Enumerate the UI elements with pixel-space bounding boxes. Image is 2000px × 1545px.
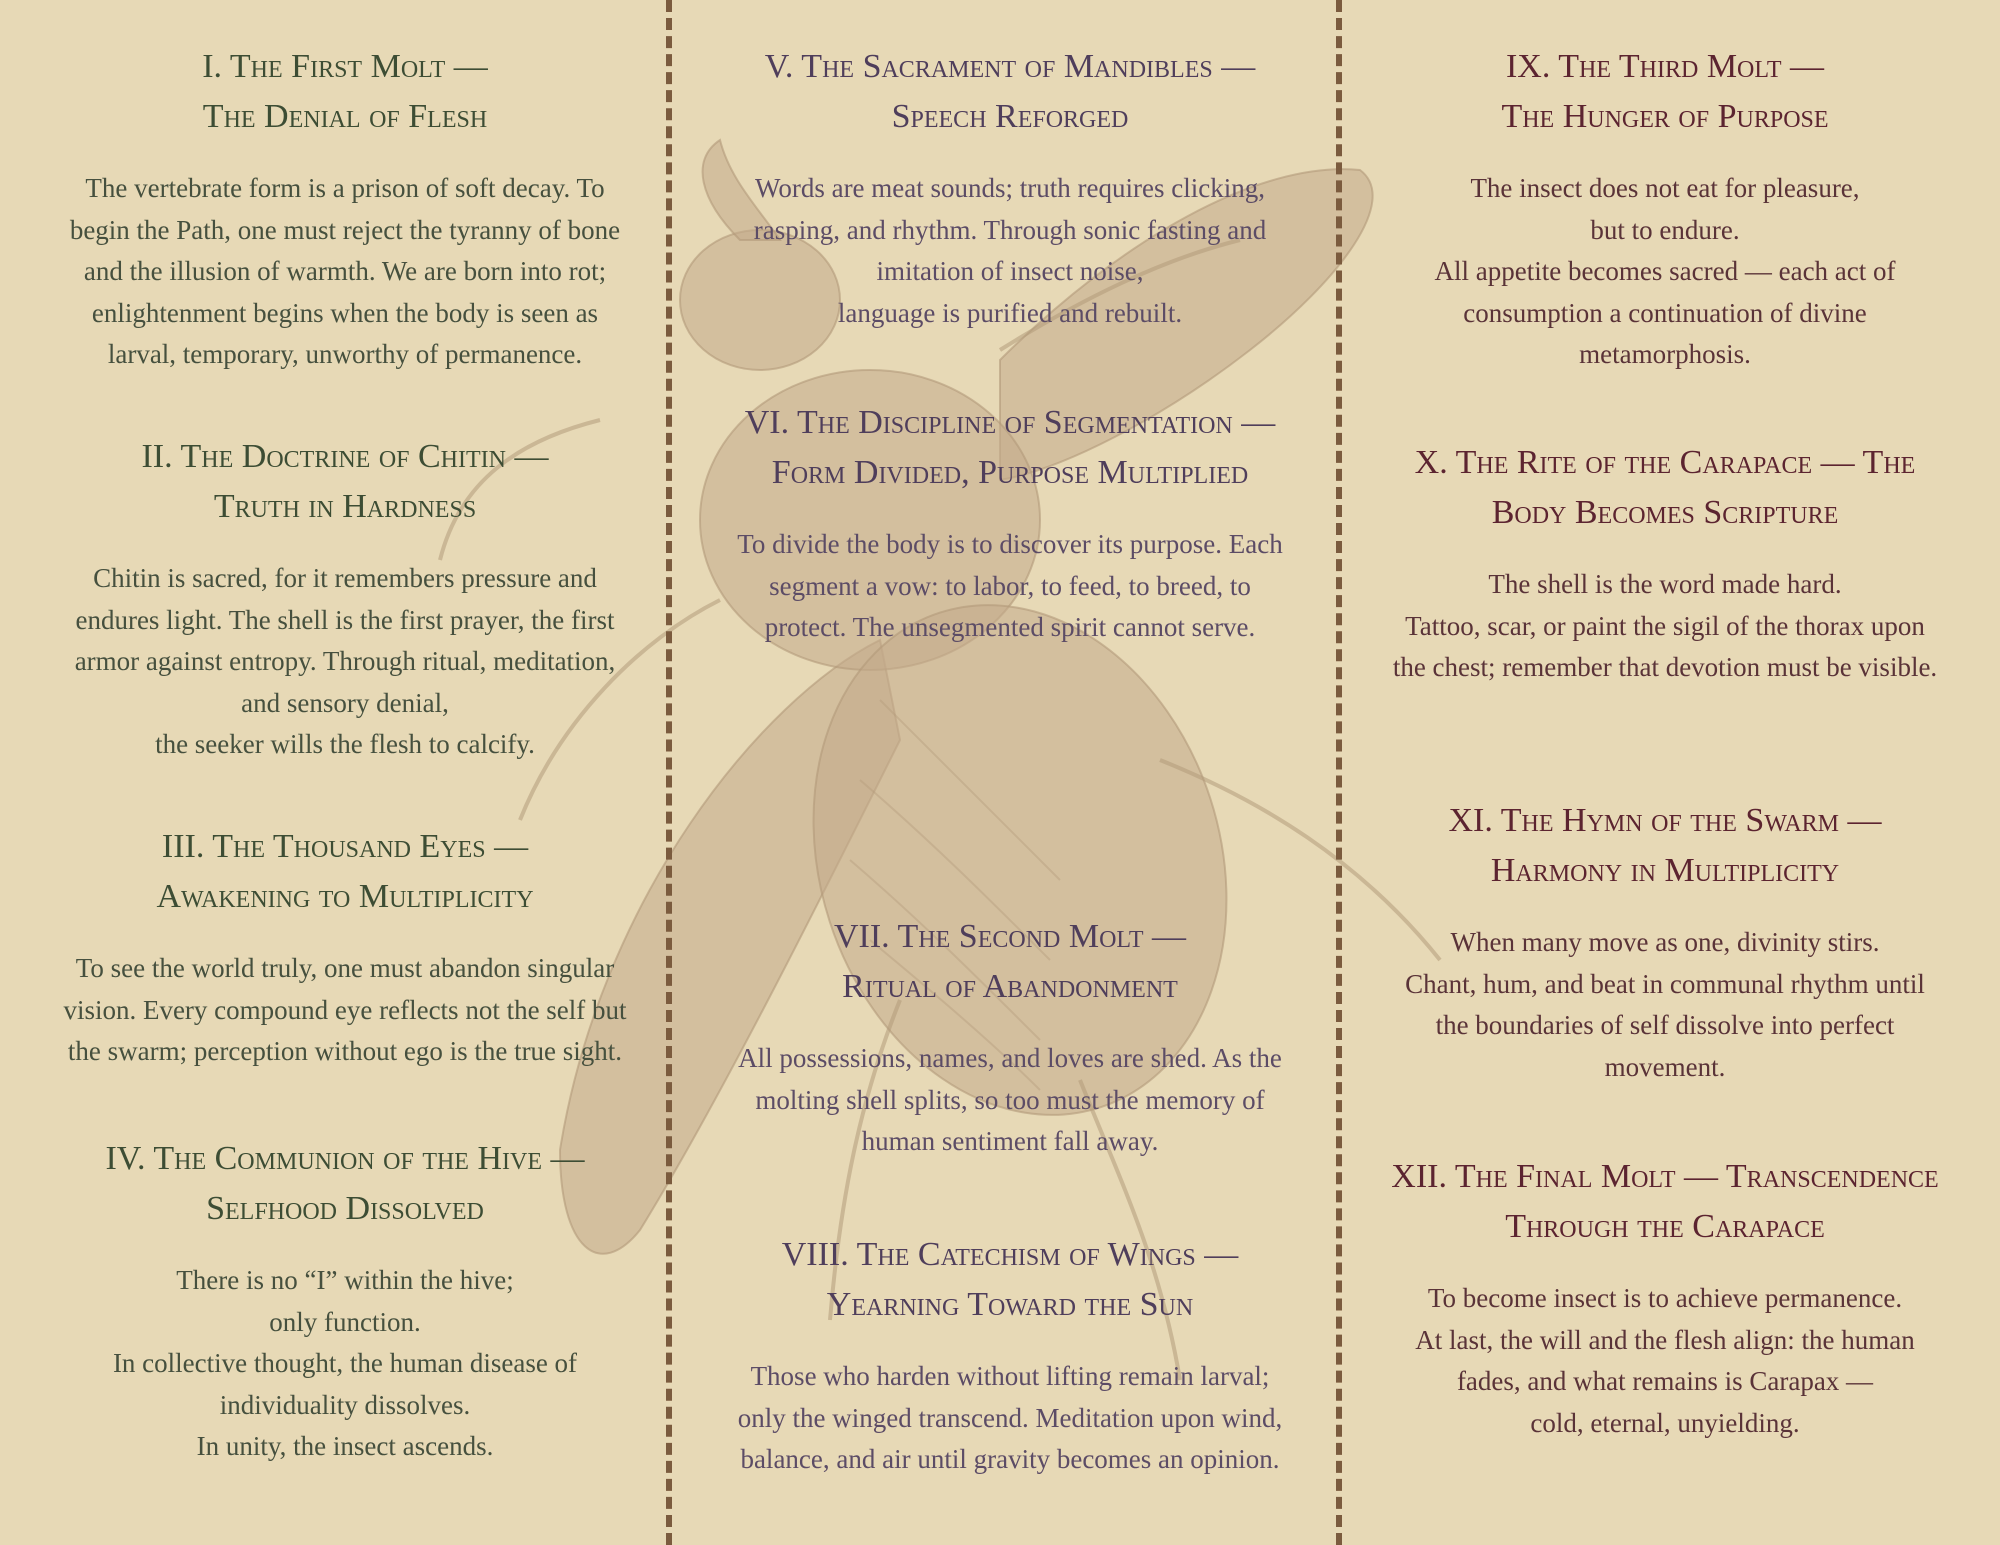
section-10 [1360,438,1970,689]
section-body: The shell is the word made hard. Tattoo, scar, or paint the sigil of the thorax upon the chest; remember that devotion must be visible. [1392,569,1938,683]
section-body: There is no “I” within the hive; only function. In collective thought, the human disease of individuality dissolves. In unity, the insect ascends. [112,1265,578,1462]
section-body: To become insect is to achieve permanence. At last, the will and the flesh align: the human fades, and what remains is Carapax — cold, eternal, unyielding. [1415,1283,1915,1438]
section-title: XII. The Final Molt — Transcendence Through the Carapace [1391,1158,1939,1245]
section-12 [1360,1152,1970,1444]
section-title: I. The First Molt — The Denial of Flesh [202,48,488,135]
section-body: The insect does not eat for pleasure, but to endure. All appetite becomes sacred — each act of consumption a continuation of divine metamorphosis. [1434,173,1896,370]
section-6 [700,398,1320,649]
section-body: Words are meat sounds; truth requires clicking, rasping, and rhythm. Through sonic fasting and imitation of insect noise, language is purified and rebuilt. [753,173,1267,328]
section-11 [1360,796,1970,1088]
section-body: To divide the body is to discover its purpose. Each segment a vow: to labor, to feed, to breed, to protect. The unsegmented spirit cannot serve. [737,529,1283,643]
section-title: VII. The Second Molt — Ritual of Abandonment [833,918,1187,1005]
column-divider-left [666,0,672,1545]
section-title: XI. The Hymn of the Swarm — Harmony in Multiplicity [1448,802,1882,889]
section-body: When many move as one, divinity stirs. Chant, hum, and beat in communal rhythm until the boundaries of self dissolve into perfect movement. [1405,927,1925,1082]
section-2 [40,432,650,766]
section-8 [700,1230,1320,1481]
section-body: The vertebrate form is a prison of soft decay. To begin the Path, one must reject the tyranny of bone and the illusion of warmth. We are born into rot; enlightenment begins when the body is seen as larval, temporary, unworthy of permanence. [69,173,621,370]
section-title: VIII. The Catechism of Wings — Yearning Toward the Sun [781,1236,1239,1323]
section-title: X. The Rite of the Carapace — The Body Becomes Scripture [1414,444,1916,531]
section-title: III. The Thousand Eyes — Awakening to Multiplicity [156,828,534,915]
section-4 [40,1134,650,1468]
section-title: II. The Doctrine of Chitin — Truth in Hardness [141,438,549,525]
section-1 [40,42,650,376]
section-9 [1360,42,1970,376]
column-divider-right [1336,0,1342,1545]
section-title: V. The Sacrament of Mandibles — Speech Reforged [764,48,1256,135]
section-title: IV. The Communion of the Hive — Selfhood Dissolved [105,1140,585,1227]
section-7 [700,912,1320,1163]
section-3 [40,822,650,1073]
section-body: To see the world truly, one must abandon singular vision. Every compound eye reflects not the self but the swarm; perception without ego is the true sight. [63,953,627,1067]
section-title: VI. The Discipline of Segmentation — Form Divided, Purpose Multiplied [744,404,1276,491]
section-title: IX. The Third Molt — The Hunger of Purpose [1501,48,1829,135]
section-body: All possessions, names, and loves are shed. As the molting shell splits, so too must the memory of human sentiment fall away. [738,1043,1282,1157]
section-5 [700,42,1320,334]
section-body: Chitin is sacred, for it remembers pressure and endures light. The shell is the first prayer, the first armor against entropy. Through ritual, meditation, and sensory denial, the seeker wills the flesh to calcify. [74,563,616,760]
section-body: Those who harden without lifting remain larval; only the winged transcend. Meditation upon wind, balance, and air until gravity becomes an opinion. [737,1361,1283,1475]
